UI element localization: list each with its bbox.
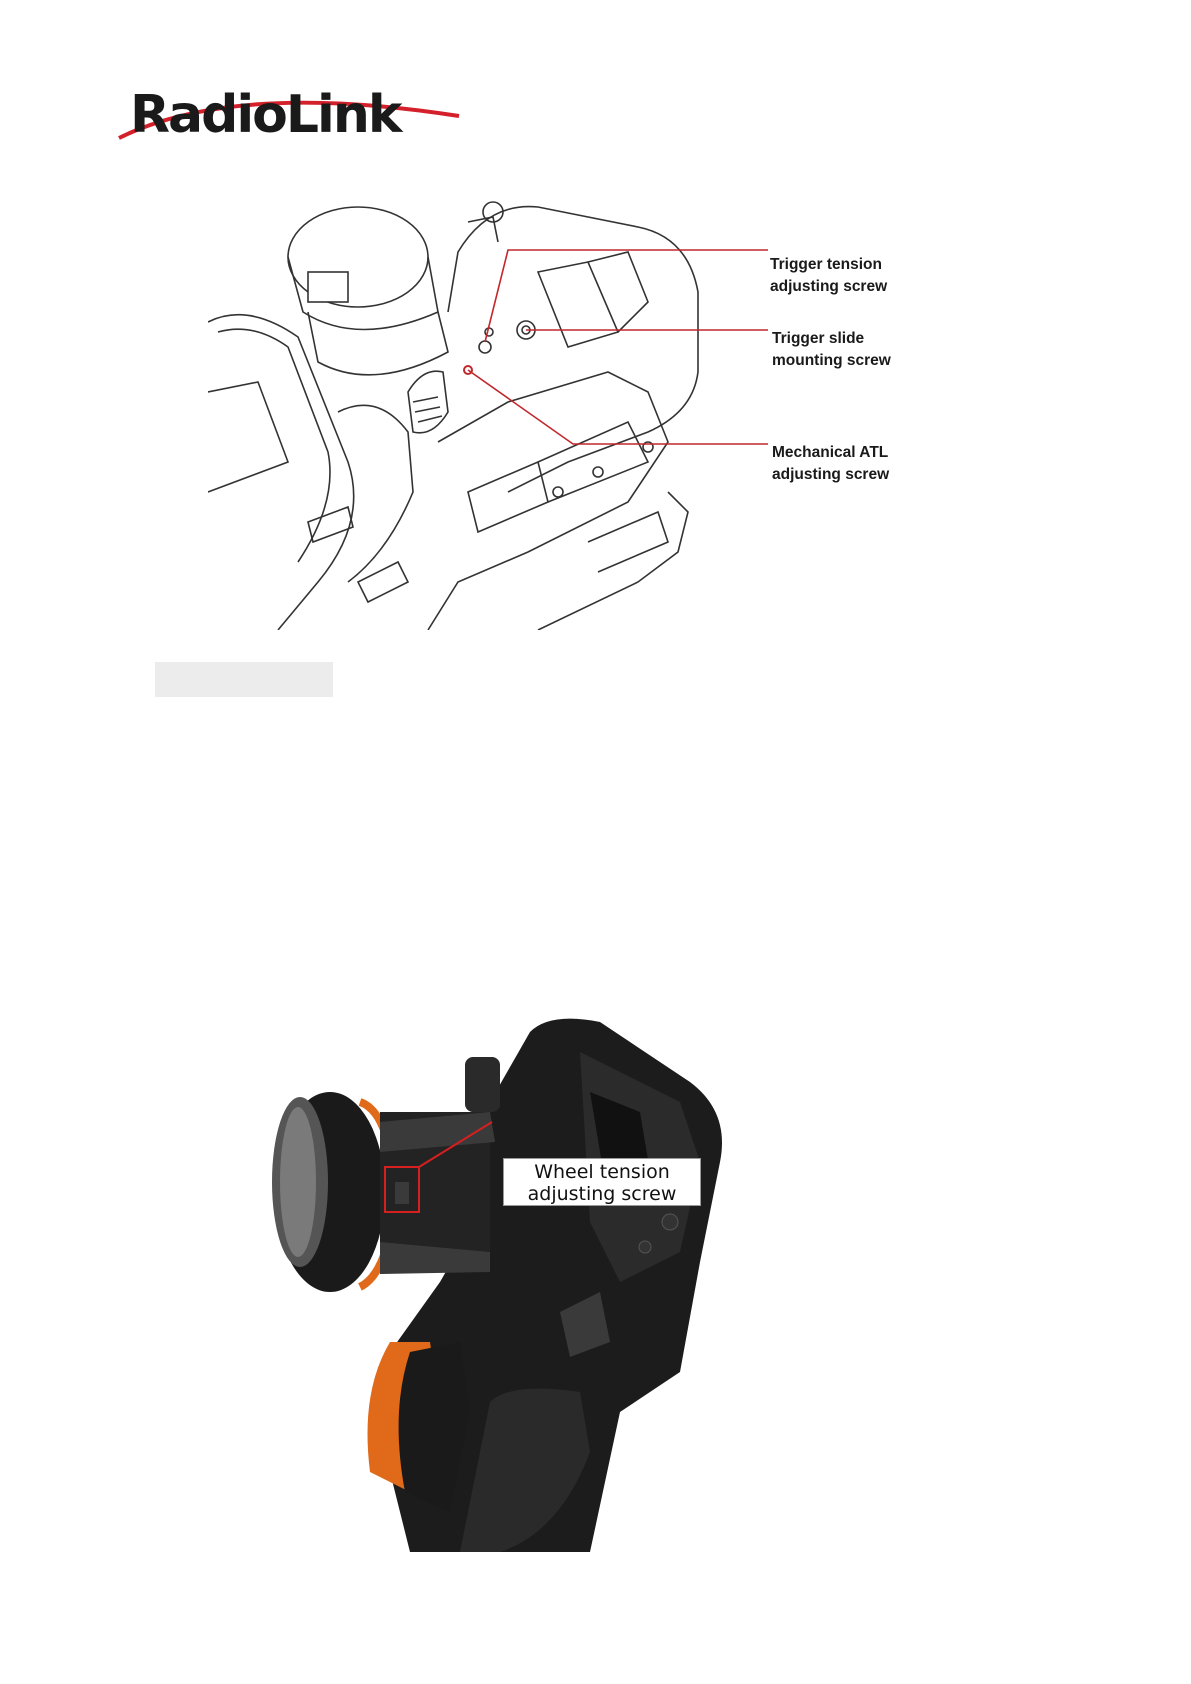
trigger-tension-callout: Trigger tension adjusting screw — [770, 256, 888, 295]
gray-placeholder-bar — [155, 662, 333, 697]
radiolink-logo-graphic — [114, 76, 464, 140]
mechanical-atl-callout: Mechanical ATL adjusting screw — [772, 444, 890, 483]
svg-text:RadioLink: RadioLink — [130, 85, 401, 140]
wheel-tension-label: Wheel tension adjusting screw — [503, 1158, 701, 1206]
trigger-slide-callout: Trigger slide mounting screw — [772, 330, 891, 369]
radiolink-logo — [114, 76, 464, 140]
transmitter-line-diagram — [208, 162, 908, 630]
transmitter-photo — [260, 1012, 860, 1552]
